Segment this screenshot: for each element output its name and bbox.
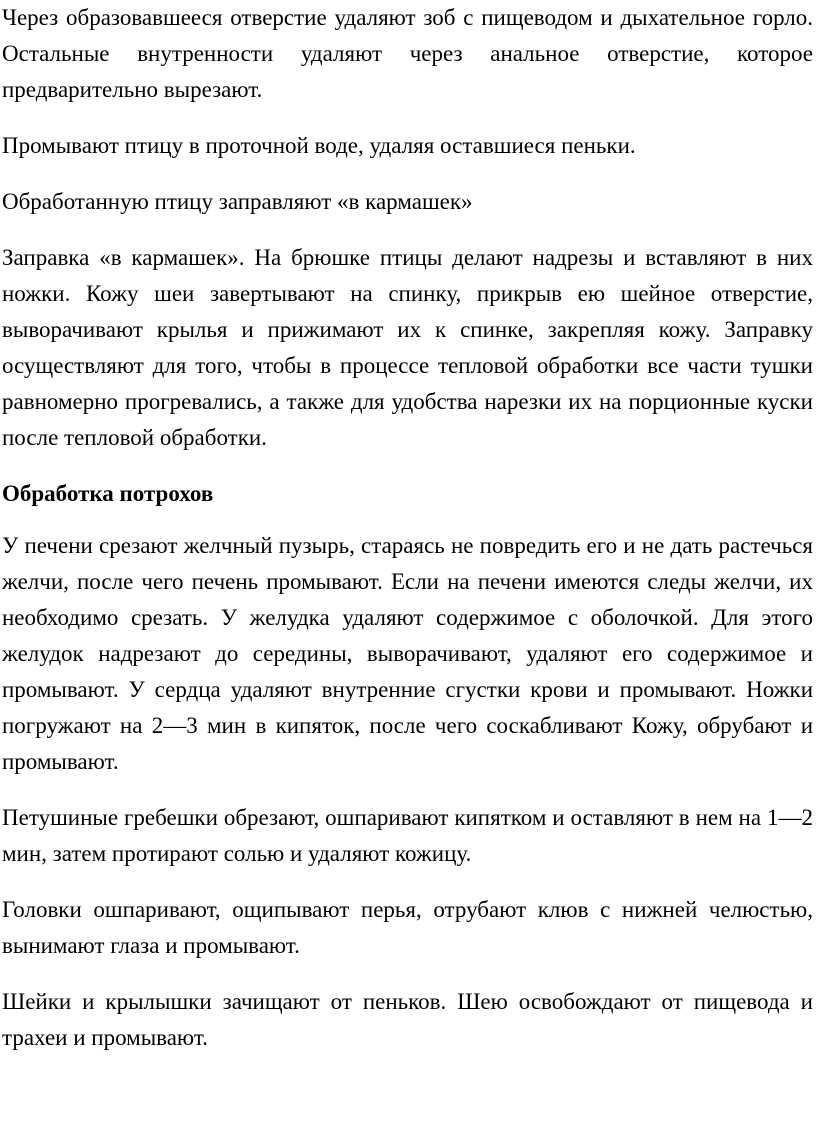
paragraph-rinse-bird: Промывают птицу в проточной воде, удаляя оставшиеся пеньки. [2,133,636,158]
paragraph-pocket-trussing-intro: Обработанную птицу заправляют «в кармашек» [2,189,473,214]
paragraph-goiter-removal: Через образовавшееся отверстие удаляют зоб с пищеводом и дыхательное горло. Остальные внутренности удаляют через анальное отверстие, которое предварительно вырезают. [2,5,813,102]
paragraph-combs: Петушиные гребешки обрезают, ошпаривают кипятком и оставляют в нем на 1—2 мин, затем протирают солью и удаляют кожицу. [2,805,813,866]
paragraph-liver-stomach-heart: У печени срезают желчный пузырь, стараясь не повредить его и не дать растечься желчи, после чего печень промывают. Если на печени имеются следы желчи, их необходимо срезать. У желудка удаляют содержимое с оболочкой. Для этого желудок надрезают до середины, выворачивают, удаляют его содержимое и промывают. У сердца удаляют внутренние сгустки крови и промывают. Ножки погружают на 2—3 мин в кипяток, после чего соскабливают Кожу, обрубают и промывают. [2,533,813,774]
paragraph-heads: Головки ошпаривают, ощипывают перья, отрубают клюв с нижней челюстью, вынимают глаза и промывают. [2,897,813,958]
paragraph-necks-wings: Шейки и крылышки зачищают от пеньков. Шею освобождают от пищевода и трахеи и промывают. [2,989,813,1050]
document-page [2,0,813,1076]
paragraph-pocket-trussing: Заправка «в кармашек». На брюшке птицы делают надрезы и вставляют в них ножки. Кожу шеи завертывают на спинку, прикрыв ею шейное отверстие, выворачивают крылья и прижимают их к спинке, закрепляя кожу. Заправку осуществляют для того, чтобы в процессе тепловой обработки все части тушки равномерно прогревались, а также для удобства нарезки их на порционные куски после тепловой обработки. [2,245,813,450]
section-heading-giblets: Обработка потрохов [2,481,214,506]
